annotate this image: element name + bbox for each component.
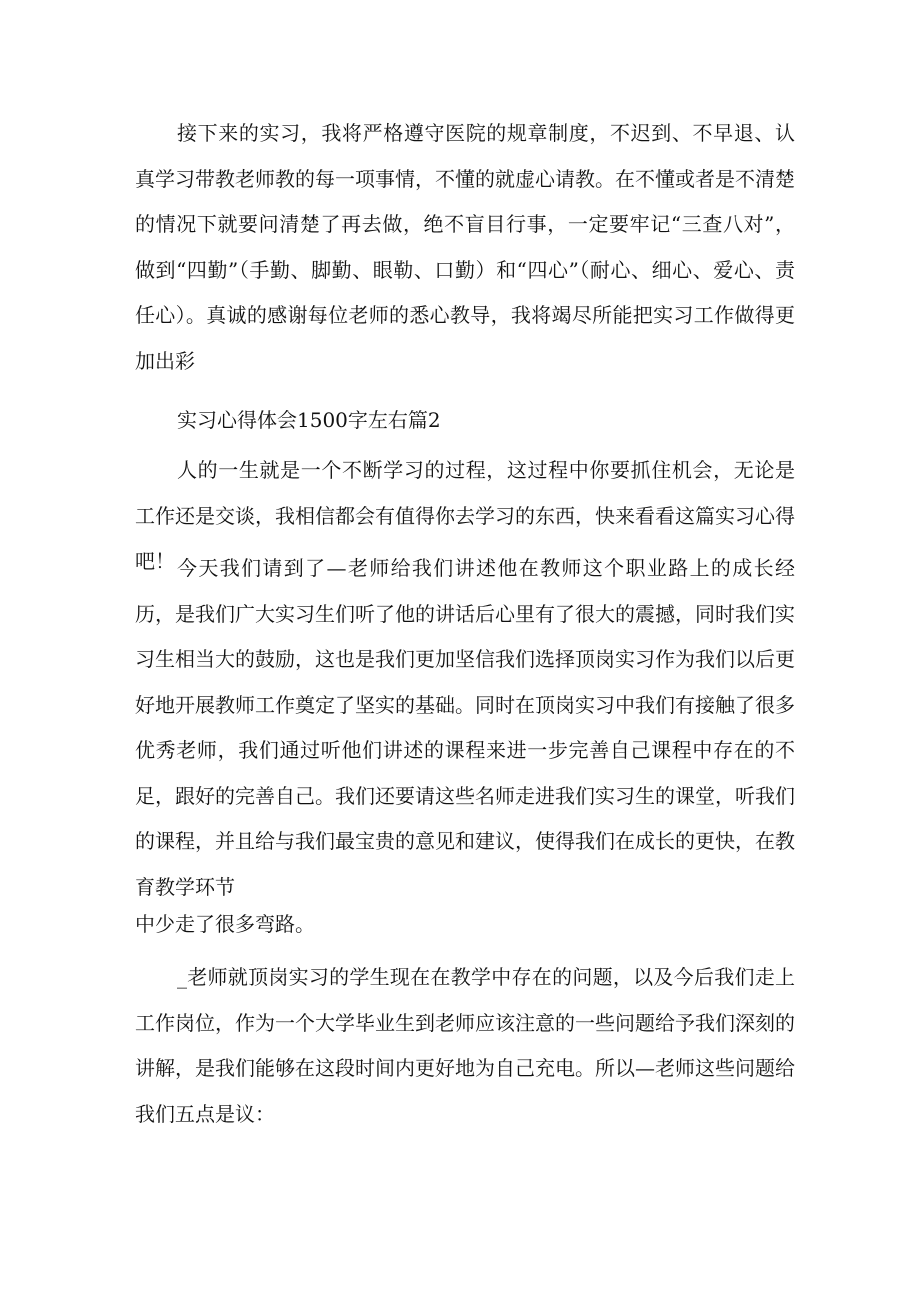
paragraph-internship-plan: 接下来的实习，我将严格遵守医院的规章制度，不迟到、不早退、认真学习带教老师教的每一项事情，不懂的就虚心请教。在不懂或者是不清楚的情况下就要问清楚了再去做，绝不盲目行事，一定要牢记“三查八对”，做到“四勤”（手勤、脚勤、眼勒、口勤）和“四心”（耐心、细心、爱心、责任心）。真诚的感谢每位老师的悉心教导，我将竭尽所能把实习工作做得更加出彩 — [135, 121, 795, 373]
section-heading: 实习心得体会1500字左右篇2 — [177, 408, 441, 432]
paragraph-teacher-talk: 今天我们请到了—老师给我们讲述他在教师这个职业路上的成长经历，是我们广大实习生们听了他的讲话后心里有了很大的震撼，同时我们实习生相当大的鼓励，这也是我们更加坚信我们选择顶岗实习作为我们以后更好地开展教师工作奠定了坚实的基础。同时在顶岗实习中我们有接触了很多优秀老师，我们通过听他们讲述的课程来进一步完善自己课程中存在的不足，跟好的完善自己。我们还要请这些名师走进我们实习生的课堂，听我们的课程，并且给与我们最宝贵的意见和建议，使得我们在成长的更快，在教育教学环节 — [135, 556, 795, 899]
paragraph-teacher-talk-continued: 中少走了很多弯路。 — [135, 912, 315, 936]
paragraph-intro: 人的一生就是一个不断学习的过程，这过程中你要抓住机会，无论是工作还是交谈，我相信都会有值得你去学习的东西，快来看看这篇实习心得吧！ — [135, 458, 795, 573]
paragraph-teacher-advice: _老师就顶岗实习的学生现在在教学中存在的问题，以及今后我们走上工作岗位，作为一个大学毕业生到老师应该注意的一些问题给予我们深刻的讲解，是我们能够在这段时间内更好地为自己充电。所以—老师这些问题给我们五点是议： — [135, 965, 795, 1126]
